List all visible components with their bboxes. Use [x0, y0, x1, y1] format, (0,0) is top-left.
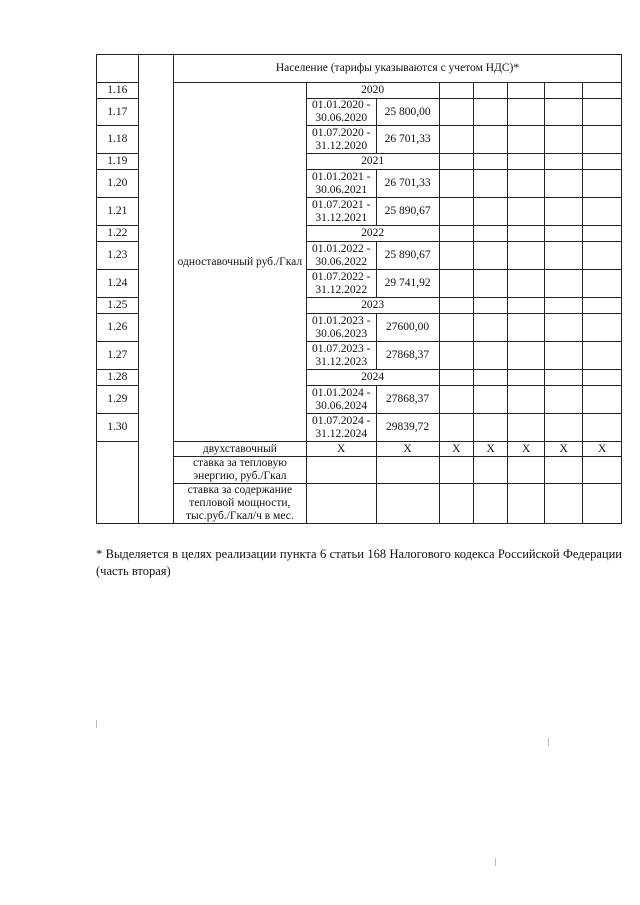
- tariff-value: 29839,72: [376, 414, 439, 442]
- year-label: 2020: [306, 83, 439, 99]
- tariff-value: 25 800,00: [376, 99, 439, 126]
- x-mark: X: [306, 442, 376, 457]
- empty-cell: [473, 198, 507, 226]
- empty-cell: [544, 154, 583, 170]
- period-range: 01.07.2020 - 31.12.2020: [306, 126, 376, 154]
- empty-cell: [508, 83, 544, 99]
- empty-cell: [376, 457, 439, 484]
- empty-cell: [508, 126, 544, 154]
- empty-cell: [508, 242, 544, 270]
- empty-cell: [138, 55, 173, 524]
- empty-cell: [508, 484, 544, 524]
- empty-cell: [544, 126, 583, 154]
- empty-cell: [583, 414, 622, 442]
- empty-cell: [508, 270, 544, 298]
- empty-cell: [97, 55, 139, 83]
- empty-cell: [508, 154, 544, 170]
- empty-cell: [544, 484, 583, 524]
- footnote: * Выделяется в целях реализации пункта 6 статьи 168 Налогового кодекса Российской Федерации (часть вторая): [96, 547, 622, 578]
- empty-cell: [583, 314, 622, 342]
- row-number: 1.22: [97, 226, 139, 242]
- scan-speck: [495, 858, 496, 866]
- x-mark: X: [583, 442, 622, 457]
- empty-cell: [544, 314, 583, 342]
- empty-cell: [508, 170, 544, 198]
- single-rate-label: одноставочный руб./Гкал: [174, 83, 307, 442]
- empty-cell: [544, 170, 583, 198]
- empty-cell: [473, 484, 507, 524]
- empty-cell: [508, 314, 544, 342]
- row-number: 1.26: [97, 314, 139, 342]
- year-label: 2023: [306, 298, 439, 314]
- row-number: 1.25: [97, 298, 139, 314]
- tariff-table: [96, 54, 622, 524]
- x-mark: X: [376, 442, 439, 457]
- empty-cell: [544, 242, 583, 270]
- empty-cell: [544, 386, 583, 414]
- period-range: 01.01.2022 - 30.06.2022: [306, 242, 376, 270]
- empty-cell: [376, 484, 439, 524]
- period-range: 01.07.2024 - 31.12.2024: [306, 414, 376, 442]
- scan-speck: [548, 738, 549, 746]
- empty-cell: [306, 484, 376, 524]
- period-range: 01.01.2021 - 30.06.2021: [306, 170, 376, 198]
- year-label: 2022: [306, 226, 439, 242]
- empty-cell: [544, 414, 583, 442]
- two-part-row: [97, 442, 622, 457]
- empty-cell: [473, 242, 507, 270]
- empty-cell: [544, 370, 583, 386]
- row-number: 1.17: [97, 99, 139, 126]
- empty-cell: [508, 457, 544, 484]
- tariff-value: 27868,37: [376, 386, 439, 414]
- empty-cell: [508, 198, 544, 226]
- empty-cell: [583, 386, 622, 414]
- table-row: [97, 83, 622, 99]
- empty-cell: [583, 226, 622, 242]
- empty-cell: [439, 386, 473, 414]
- row-number: 1.24: [97, 270, 139, 298]
- empty-cell: [583, 99, 622, 126]
- empty-cell: [544, 270, 583, 298]
- empty-cell: [439, 242, 473, 270]
- row-number: 1.30: [97, 414, 139, 442]
- empty-cell: [439, 154, 473, 170]
- empty-cell: [439, 342, 473, 370]
- empty-cell: [439, 99, 473, 126]
- tariff-value: 29 741,92: [376, 270, 439, 298]
- empty-cell: [544, 226, 583, 242]
- scan-speck: [96, 720, 97, 728]
- row-number: 1.19: [97, 154, 139, 170]
- capacity-row: [97, 484, 622, 524]
- empty-cell: [508, 386, 544, 414]
- empty-cell: [473, 83, 507, 99]
- empty-cell: [508, 370, 544, 386]
- tariff-value: 26 701,33: [376, 170, 439, 198]
- two-part-label: двухставочный: [174, 442, 307, 457]
- empty-cell: [439, 170, 473, 198]
- empty-cell: [583, 83, 622, 99]
- heat-energy-row: [97, 457, 622, 484]
- empty-cell: [473, 99, 507, 126]
- empty-cell: [508, 414, 544, 442]
- empty-cell: [306, 457, 376, 484]
- empty-cell: [473, 370, 507, 386]
- empty-cell: [473, 457, 507, 484]
- empty-cell: [544, 342, 583, 370]
- empty-cell: [583, 342, 622, 370]
- empty-cell: [544, 298, 583, 314]
- empty-cell: [473, 414, 507, 442]
- header-row: [97, 55, 622, 83]
- row-number: 1.16: [97, 83, 139, 99]
- empty-cell: [439, 314, 473, 342]
- year-label: 2024: [306, 370, 439, 386]
- empty-cell: [439, 198, 473, 226]
- empty-cell: [473, 154, 507, 170]
- empty-cell: [583, 242, 622, 270]
- row-number: 1.23: [97, 242, 139, 270]
- empty-cell: [439, 298, 473, 314]
- tariff-value: 25 890,67: [376, 242, 439, 270]
- empty-cell: [473, 298, 507, 314]
- empty-cell: [583, 484, 622, 524]
- row-number: 1.21: [97, 198, 139, 226]
- empty-cell: [439, 126, 473, 154]
- period-range: 01.07.2022 - 31.12.2022: [306, 270, 376, 298]
- empty-cell: [583, 298, 622, 314]
- period-range: 01.07.2023 - 31.12.2023: [306, 342, 376, 370]
- empty-cell: [583, 270, 622, 298]
- row-number: 1.29: [97, 386, 139, 414]
- empty-cell: [544, 198, 583, 226]
- empty-cell: [439, 370, 473, 386]
- period-range: 01.01.2020 - 30.06.2020: [306, 99, 376, 126]
- row-number: 1.28: [97, 370, 139, 386]
- empty-cell: [97, 442, 139, 524]
- empty-cell: [439, 457, 473, 484]
- empty-cell: [544, 99, 583, 126]
- tariff-value: 27600,00: [376, 314, 439, 342]
- x-mark: X: [439, 442, 473, 457]
- row-number: 1.18: [97, 126, 139, 154]
- empty-cell: [439, 270, 473, 298]
- empty-cell: [508, 226, 544, 242]
- empty-cell: [473, 126, 507, 154]
- empty-cell: [508, 99, 544, 126]
- year-label: 2021: [306, 154, 439, 170]
- section-header: Население (тарифы указываются с учетом НДС)*: [174, 55, 622, 83]
- empty-cell: [473, 226, 507, 242]
- row-number: 1.27: [97, 342, 139, 370]
- capacity-label: ставка за содержание тепловой мощности, тыс.руб./Гкал/ч в мес.: [174, 484, 307, 524]
- tariff-value: 25 890,67: [376, 198, 439, 226]
- empty-cell: [473, 342, 507, 370]
- empty-cell: [583, 370, 622, 386]
- empty-cell: [439, 83, 473, 99]
- empty-cell: [583, 170, 622, 198]
- empty-cell: [583, 198, 622, 226]
- empty-cell: [583, 457, 622, 484]
- empty-cell: [439, 414, 473, 442]
- x-mark: X: [473, 442, 507, 457]
- period-range: 01.01.2023 - 30.06.2023: [306, 314, 376, 342]
- empty-cell: [439, 484, 473, 524]
- empty-cell: [473, 270, 507, 298]
- empty-cell: [544, 83, 583, 99]
- x-mark: X: [508, 442, 544, 457]
- row-number: 1.20: [97, 170, 139, 198]
- period-range: 01.01.2024 - 30.06.2024: [306, 386, 376, 414]
- table-body: [97, 55, 622, 524]
- x-mark: X: [544, 442, 583, 457]
- empty-cell: [439, 226, 473, 242]
- empty-cell: [473, 314, 507, 342]
- empty-cell: [583, 126, 622, 154]
- empty-cell: [473, 386, 507, 414]
- empty-cell: [508, 298, 544, 314]
- empty-cell: [473, 170, 507, 198]
- heat-energy-label: ставка за тепловую энергию, руб./Гкал: [174, 457, 307, 484]
- period-range: 01.07.2021 - 31.12.2021: [306, 198, 376, 226]
- tariff-value: 27868,37: [376, 342, 439, 370]
- tariff-value: 26 701,33: [376, 126, 439, 154]
- empty-cell: [508, 342, 544, 370]
- empty-cell: [583, 154, 622, 170]
- empty-cell: [544, 457, 583, 484]
